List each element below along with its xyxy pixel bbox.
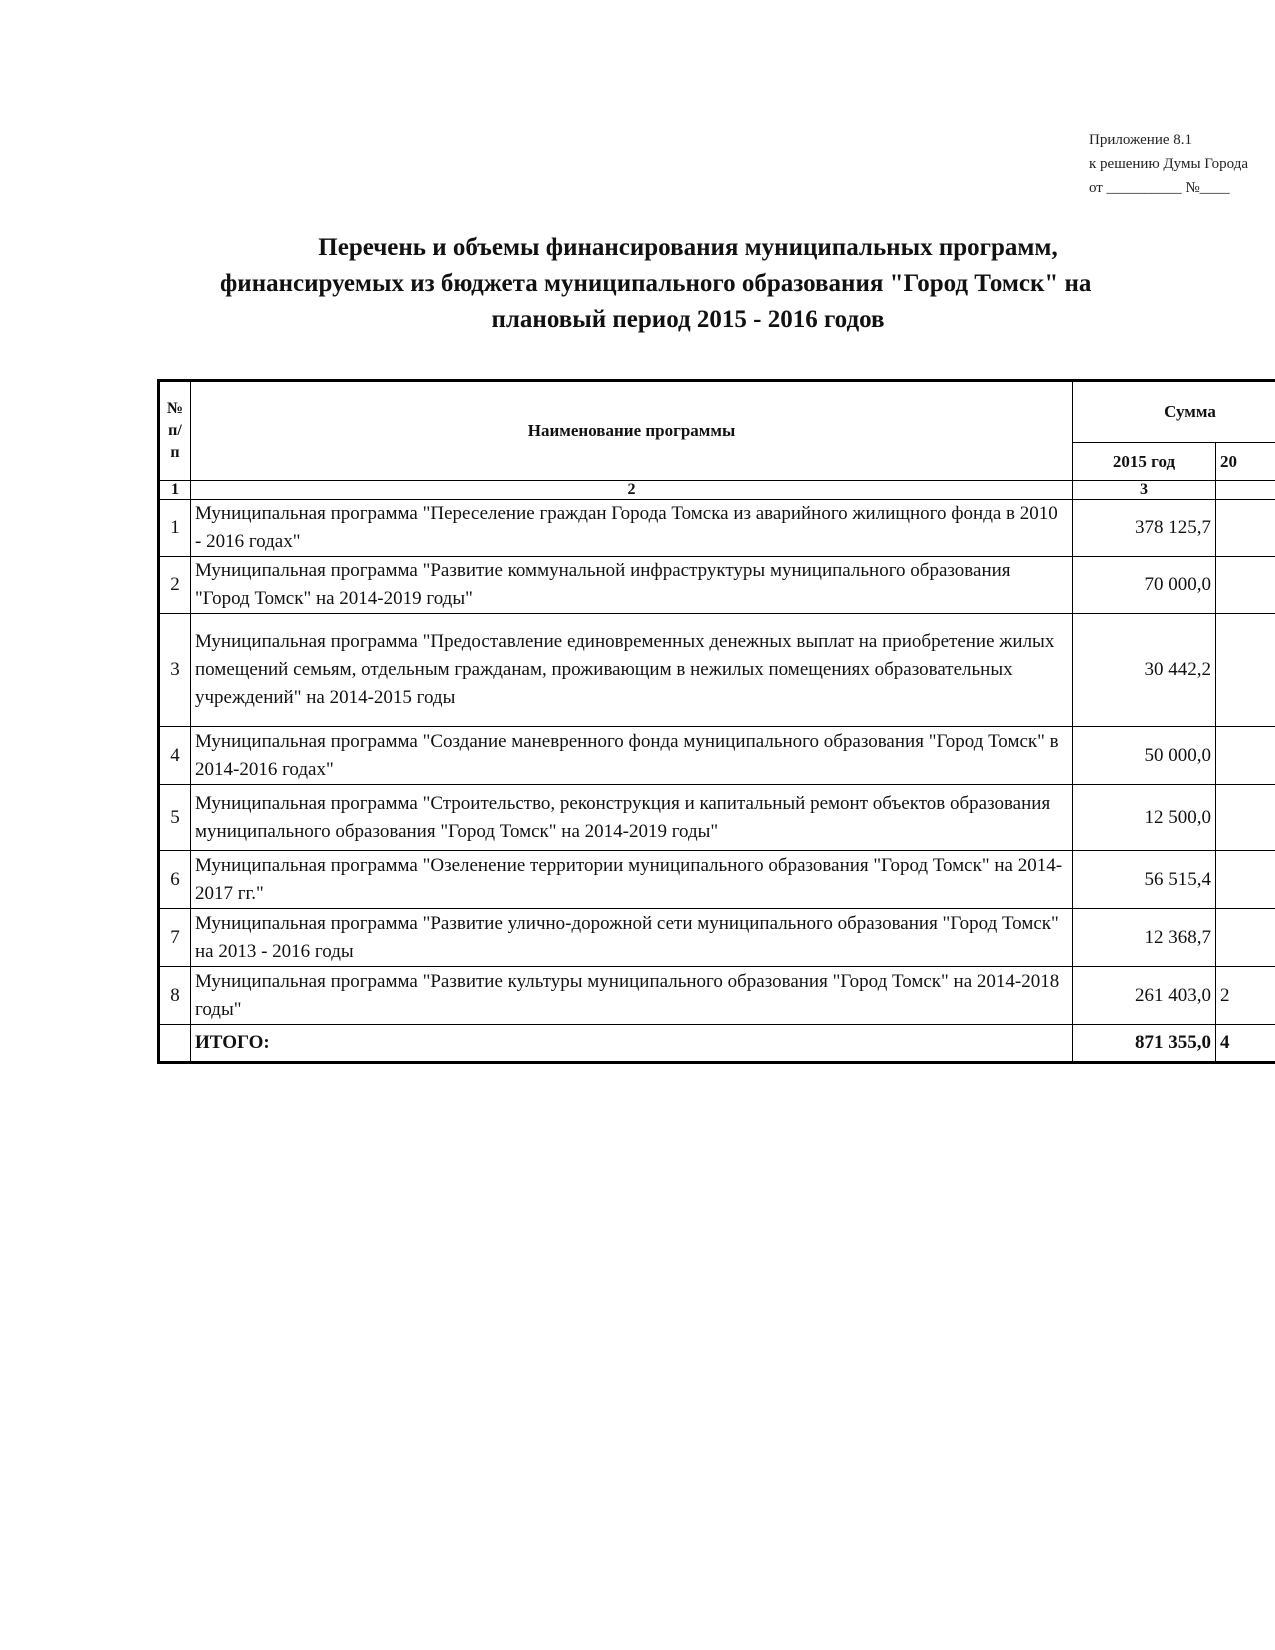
table-row (159, 785, 1275, 851)
table-row (159, 909, 1275, 967)
header-year-2015: 2015 год (1073, 443, 1216, 481)
index-cell (1216, 481, 1275, 500)
header-year-2016: 20 (1216, 443, 1275, 481)
program-name: Муниципальная программа "Строительство, реконструкция и капитальный ремонт объектов образования муниципального образования "Город Томск" на 2014-2019 годы" (191, 785, 1073, 851)
header-name: Наименование программы (191, 381, 1073, 481)
index-cell: 1 (159, 481, 191, 500)
index-cell: 2 (191, 481, 1073, 500)
index-row (159, 481, 1275, 500)
row-number: 7 (159, 909, 191, 967)
table-row (159, 727, 1275, 785)
row-number: 2 (159, 557, 191, 614)
program-name: Муниципальная программа "Переселение граждан Города Томска из аварийного жилищного фонда в 2010 - 2016 годах" (191, 500, 1073, 557)
table-row (159, 967, 1275, 1025)
total-row (159, 1025, 1275, 1063)
table-row (159, 614, 1275, 727)
amount-2015: 378 125,7 (1073, 500, 1216, 557)
title-line-2: финансируемых из бюджета муниципального образования "Город Томск" на (220, 270, 1092, 297)
program-name: Муниципальная программа "Предоставление единовременных денежных выплат на приобретение жилых помещений семьям, отдельным гражданам, проживающим в нежилых помещениях образовательных учреждений" на 2014-2015 годы (191, 614, 1073, 727)
total-2016: 4 (1216, 1025, 1275, 1063)
appendix-line-2: к решению Думы Города (1089, 156, 1248, 172)
table-row (159, 500, 1275, 557)
title-line-1: Перечень и объемы финансирования муниципальных программ, (318, 234, 1058, 261)
appendix-line-1: Приложение 8.1 (1089, 132, 1193, 148)
table-row (159, 851, 1275, 909)
row-number: 3 (159, 614, 191, 727)
amount-2015: 50 000,0 (1073, 727, 1216, 785)
program-name: Муниципальная программа "Озеленение территории муниципального образования "Город Томск" на 2014-2017 гг." (191, 851, 1073, 909)
amount-2016 (1216, 909, 1275, 967)
row-number: 4 (159, 727, 191, 785)
program-name: Муниципальная программа "Развитие культуры муниципального образования "Город Томск" на 2014-2018 годы" (191, 967, 1073, 1025)
amount-2016 (1216, 500, 1275, 557)
amount-2015: 56 515,4 (1073, 851, 1216, 909)
amount-2016 (1216, 785, 1275, 851)
table-row (159, 557, 1275, 614)
amount-2016 (1216, 614, 1275, 727)
amount-2015: 30 442,2 (1073, 614, 1216, 727)
row-number: 8 (159, 967, 191, 1025)
program-name: Муниципальная программа "Развитие коммунальной инфраструктуры муниципального образования "Город Томск" на 2014-2019 годы" (191, 557, 1073, 614)
row-number: 5 (159, 785, 191, 851)
title-line-3: плановый период 2015 - 2016 годов (491, 306, 885, 333)
row-number: 1 (159, 500, 191, 557)
amount-2016 (1216, 557, 1275, 614)
appendix-line-3: от __________ №____ (1089, 180, 1230, 196)
amount-2015: 12 500,0 (1073, 785, 1216, 851)
total-2015: 871 355,0 (1073, 1025, 1216, 1063)
program-name: Муниципальная программа "Развитие улично-дорожной сети муниципального образования "Город Томск" на 2013 - 2016 годы (191, 909, 1073, 967)
amount-2015: 70 000,0 (1073, 557, 1216, 614)
row-number: 6 (159, 851, 191, 909)
amount-2015: 261 403,0 (1073, 967, 1216, 1025)
index-cell: 3 (1073, 481, 1216, 500)
total-num-cell (159, 1025, 191, 1063)
amount-2016 (1216, 727, 1275, 785)
amount-2016: 2 (1216, 967, 1275, 1025)
programs-table (157, 379, 1275, 1064)
amount-2016 (1216, 851, 1275, 909)
appendix-note (1089, 128, 1248, 200)
header-sum: Сумма (1073, 381, 1275, 443)
header-num: № п/п (159, 381, 191, 481)
amount-2015: 12 368,7 (1073, 909, 1216, 967)
document-title (220, 230, 1275, 338)
total-label: ИТОГО: (191, 1025, 1073, 1063)
program-name: Муниципальная программа "Создание маневренного фонда муниципального образования "Город Томск" в 2014-2016 годах" (191, 727, 1073, 785)
